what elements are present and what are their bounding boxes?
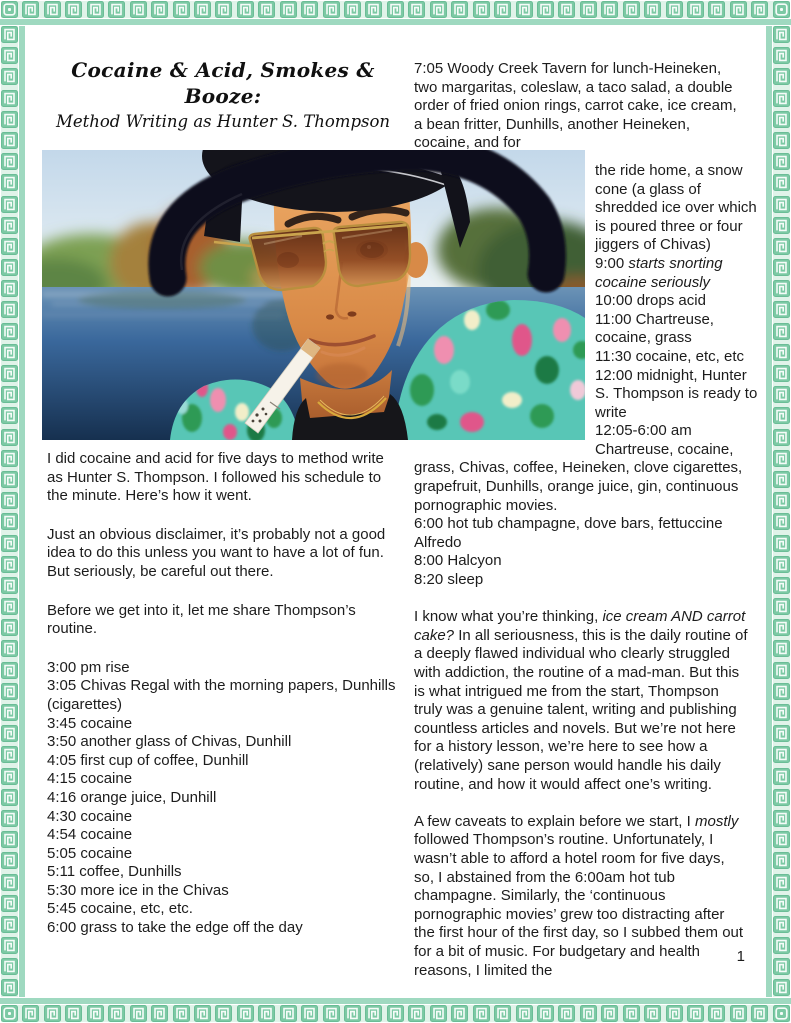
greek-key-tile bbox=[237, 1, 254, 18]
greek-key-tile bbox=[1, 916, 18, 933]
greek-key-tile bbox=[773, 556, 790, 573]
wrapped-text-line bbox=[595, 181, 748, 200]
italic-text-run: mostly bbox=[694, 812, 739, 830]
left-column bbox=[47, 450, 403, 938]
greek-key-tile bbox=[773, 768, 790, 785]
greek-key-tile bbox=[773, 640, 790, 657]
border-tile-row bbox=[1, 26, 18, 997]
greek-key-tile bbox=[623, 1005, 640, 1022]
greek-key-tile bbox=[280, 1005, 297, 1022]
schedule-item: 5:30 more ice in the Chivas bbox=[47, 881, 229, 899]
greek-key-tile bbox=[408, 1005, 425, 1022]
wrapped-text-line bbox=[595, 162, 748, 181]
greek-key-tile bbox=[751, 1, 768, 18]
greek-key-tile bbox=[473, 1005, 490, 1022]
greek-key-tile bbox=[258, 1, 275, 18]
greek-key-tile bbox=[1, 492, 18, 509]
page-border-top bbox=[0, 0, 791, 26]
greek-key-tile bbox=[666, 1, 683, 18]
greek-key-tile bbox=[687, 1005, 704, 1022]
greek-key-tile bbox=[1, 535, 18, 552]
greek-key-tile bbox=[773, 174, 790, 191]
border-inner-strip bbox=[766, 26, 772, 997]
greek-key-tile bbox=[773, 958, 790, 975]
greek-key-tile bbox=[194, 1, 211, 18]
flow-paragraph bbox=[414, 459, 748, 515]
greek-key-tile bbox=[1, 937, 18, 954]
right-flow-text bbox=[414, 459, 748, 980]
schedule-item: 4:30 cocaine bbox=[47, 807, 133, 825]
greek-key-tile bbox=[1, 768, 18, 785]
greek-key-tile bbox=[108, 1005, 125, 1022]
border-tile-row bbox=[1, 1, 790, 18]
article-title-line-1: Cocaine & Acid, Smokes & bbox=[71, 58, 375, 82]
left-paragraph-3: Before we get into it, let me share Thompson’s routine. bbox=[47, 601, 356, 638]
wrapped-text-line bbox=[595, 385, 758, 404]
schedule-item: 5:45 cocaine, etc, etc. bbox=[47, 900, 193, 918]
greek-key-tile bbox=[773, 895, 790, 912]
text-run: 12:05-6:00 am bbox=[595, 422, 692, 440]
text-run: followed Thompson’s routine. Unfortunately, I wasn’t able to afford a hotel room for five days, so, I abstained from the 6:00am hot tub champagne. Similarly, the ‘continuous pornographic movies’ grew too distracting after the first hour of the first day, so I subbed them out for a bit of music. For budgetary and health reasons, I limited the bbox=[414, 831, 744, 979]
text-run: 10:00 drops acid bbox=[595, 292, 706, 310]
greek-key-corner-tile bbox=[1, 1005, 18, 1022]
greek-key-tile bbox=[773, 450, 790, 467]
greek-key-tile bbox=[1, 217, 18, 234]
schedule-item: 3:45 cocaine bbox=[47, 714, 133, 732]
blank-line bbox=[414, 794, 748, 813]
text-run: write bbox=[595, 403, 627, 421]
greek-key-tile bbox=[365, 1005, 382, 1022]
text-run: 11:00 Chartreuse, bbox=[595, 310, 714, 328]
greek-key-tile bbox=[773, 598, 790, 615]
text-run: S. Thompson is ready to bbox=[595, 385, 758, 403]
greek-key-tile bbox=[65, 1005, 82, 1022]
greek-key-tile bbox=[215, 1, 232, 18]
greek-key-tile bbox=[773, 90, 790, 107]
greek-key-tile bbox=[666, 1005, 683, 1022]
schedule-item: 5:11 coffee, Dunhills bbox=[47, 863, 182, 881]
greek-key-tile bbox=[1, 662, 18, 679]
greek-key-tile bbox=[1, 429, 18, 446]
greek-key-tile bbox=[173, 1005, 190, 1022]
page-border-left bbox=[0, 26, 26, 997]
thompson-schedule-list bbox=[47, 659, 403, 938]
article-subtitle: Method Writing as Hunter S. Thompson bbox=[55, 112, 391, 131]
text-run: 12:00 midnight, Hunter bbox=[595, 366, 747, 384]
schedule-item: 5:05 cocaine bbox=[47, 844, 133, 862]
greek-key-tile bbox=[344, 1005, 361, 1022]
greek-key-tile bbox=[1, 68, 18, 85]
greek-key-tile bbox=[1, 111, 18, 128]
right-intro-paragraph: 7:05 Woody Creek Tavern for lunch-Heineken, two margaritas, coleslaw, a taco salad, a double order of fried onion rings, carrot cake, ice cream, a bean fritter, Dunhills, another Heineken, cocaine, and for bbox=[414, 60, 737, 152]
greek-key-tile bbox=[1, 196, 18, 213]
greek-key-tile bbox=[22, 1005, 39, 1022]
greek-key-tile bbox=[151, 1, 168, 18]
article-title-line-2: Booze: bbox=[184, 84, 262, 108]
greek-key-tile bbox=[1, 344, 18, 361]
text-run: Chartreuse, cocaine, bbox=[595, 440, 734, 458]
greek-key-tile bbox=[151, 1005, 168, 1022]
text-run: 6:00 hot tub champagne, dove bars, fettuccine Alfredo bbox=[414, 515, 723, 551]
greek-key-tile bbox=[773, 217, 790, 234]
wrapped-text-line bbox=[595, 348, 748, 367]
greek-key-tile bbox=[773, 238, 790, 255]
greek-key-tile bbox=[1, 619, 18, 636]
greek-key-tile bbox=[1, 26, 18, 43]
flow-paragraph bbox=[414, 571, 748, 590]
greek-key-tile bbox=[1, 450, 18, 467]
greek-key-tile bbox=[473, 1, 490, 18]
border-tile-row bbox=[1, 1005, 790, 1022]
greek-key-tile bbox=[194, 1005, 211, 1022]
greek-key-tile bbox=[301, 1, 318, 18]
greek-key-tile bbox=[1, 259, 18, 276]
greek-key-tile bbox=[1, 704, 18, 721]
greek-key-tile bbox=[1, 746, 18, 763]
left-paragraph-1: I did cocaine and acid for five days to method write as Hunter S. Thompson. I followed his schedule to the minute. Here’s how it went. bbox=[47, 450, 384, 505]
greek-key-tile bbox=[773, 301, 790, 318]
greek-key-tile bbox=[1, 301, 18, 318]
photo-wrapped-lines bbox=[414, 161, 758, 460]
greek-key-tile bbox=[430, 1005, 447, 1022]
greek-key-tile bbox=[773, 619, 790, 636]
greek-key-corner-tile bbox=[773, 1, 790, 18]
greek-key-tile bbox=[1, 280, 18, 297]
greek-key-tile bbox=[173, 1, 190, 18]
greek-key-tile bbox=[687, 1, 704, 18]
text-run: the ride home, a snow bbox=[595, 161, 743, 179]
text-run: jiggers of Chivas) bbox=[595, 236, 711, 254]
greek-key-tile bbox=[451, 1, 468, 18]
wrapped-text-line bbox=[595, 422, 748, 441]
schedule-item: 4:05 first cup of coffee, Dunhill bbox=[47, 751, 249, 769]
wrapped-text-line bbox=[595, 199, 757, 218]
greek-key-tile bbox=[773, 26, 790, 43]
greek-key-tile bbox=[1, 386, 18, 403]
page-border-bottom bbox=[0, 997, 791, 1023]
greek-key-tile bbox=[773, 725, 790, 742]
greek-key-tile bbox=[773, 852, 790, 869]
right-lens bbox=[334, 222, 410, 286]
greek-key-tile bbox=[516, 1, 533, 18]
greek-key-tile bbox=[408, 1, 425, 18]
nostril-left bbox=[326, 314, 334, 319]
greek-key-tile bbox=[1, 640, 18, 657]
greek-key-tile bbox=[773, 471, 790, 488]
greek-key-tile bbox=[537, 1005, 554, 1022]
greek-key-tile bbox=[1, 90, 18, 107]
greek-key-tile bbox=[1, 238, 18, 255]
greek-key-tile bbox=[773, 280, 790, 297]
greek-key-tile bbox=[1, 852, 18, 869]
greek-key-tile bbox=[537, 1, 554, 18]
schedule-item: 3:50 another glass of Chivas, Dunhill bbox=[47, 733, 292, 751]
greek-key-tile bbox=[1, 725, 18, 742]
greek-key-tile bbox=[558, 1005, 575, 1022]
left-paragraph-2: Just an obvious disclaimer, it’s probably not a good idea to do this unless you want to have a lot of fun. But seriously, be careful out there. bbox=[47, 525, 386, 580]
greek-key-tile bbox=[258, 1005, 275, 1022]
text-run: shredded ice over which bbox=[595, 199, 757, 217]
text-run: 8:00 Halcyon bbox=[414, 552, 502, 570]
greek-key-tile bbox=[773, 492, 790, 509]
greek-key-tile bbox=[130, 1, 147, 18]
greek-key-tile bbox=[1, 323, 18, 340]
greek-key-tile bbox=[773, 513, 790, 530]
text-run: I know what you’re thinking, bbox=[414, 608, 603, 626]
greek-key-tile bbox=[387, 1005, 404, 1022]
greek-key-tile bbox=[773, 68, 790, 85]
greek-key-tile bbox=[773, 683, 790, 700]
greek-key-tile bbox=[773, 344, 790, 361]
greek-key-tile bbox=[1, 513, 18, 530]
greek-key-tile bbox=[323, 1005, 340, 1022]
right-column bbox=[414, 60, 758, 980]
greek-key-tile bbox=[773, 937, 790, 954]
greek-key-tile bbox=[601, 1005, 618, 1022]
wrapped-text-line bbox=[595, 329, 748, 348]
greek-key-tile bbox=[494, 1, 511, 18]
greek-key-tile bbox=[580, 1, 597, 18]
greek-key-tile bbox=[1, 831, 18, 848]
text-run: A few caveats to explain before we start, I bbox=[414, 812, 695, 830]
greek-key-tile bbox=[1, 47, 18, 64]
flow-paragraph bbox=[414, 813, 748, 980]
greek-key-tile bbox=[773, 153, 790, 170]
greek-key-tile bbox=[22, 1, 39, 18]
schedule-item: 4:16 orange juice, Dunhill bbox=[47, 788, 217, 806]
greek-key-tile bbox=[1, 789, 18, 806]
greek-key-tile bbox=[773, 979, 790, 996]
greek-key-tile bbox=[773, 662, 790, 679]
greek-key-tile bbox=[773, 365, 790, 382]
greek-key-tile bbox=[1, 556, 18, 573]
greek-key-corner-tile bbox=[773, 1005, 790, 1022]
greek-key-tile bbox=[1, 810, 18, 827]
text-run: is poured three or four bbox=[595, 217, 743, 235]
wrapped-text-line bbox=[595, 236, 748, 255]
border-inner-strip bbox=[0, 998, 791, 1004]
schedule-item: 4:54 cocaine bbox=[47, 826, 133, 844]
greek-key-tile bbox=[430, 1, 447, 18]
greek-key-tile bbox=[516, 1005, 533, 1022]
wrapped-text-line bbox=[595, 218, 748, 237]
greek-key-tile bbox=[773, 132, 790, 149]
greek-key-tile bbox=[773, 535, 790, 552]
page-border-right bbox=[765, 26, 791, 997]
greek-key-tile bbox=[1, 874, 18, 891]
wrapped-text-line bbox=[595, 441, 748, 460]
greek-key-tile bbox=[387, 1, 404, 18]
italic-text-run: cocaine seriously bbox=[595, 273, 711, 291]
greek-key-tile bbox=[1, 174, 18, 191]
border-tile-row bbox=[773, 26, 790, 997]
flow-paragraph bbox=[414, 552, 748, 571]
greek-key-tile bbox=[708, 1, 725, 18]
greek-key-tile bbox=[773, 874, 790, 891]
greek-key-tile bbox=[773, 323, 790, 340]
greek-key-tile bbox=[773, 810, 790, 827]
greek-key-tile bbox=[558, 1, 575, 18]
border-inner-strip bbox=[19, 26, 25, 997]
flow-paragraph bbox=[414, 515, 748, 552]
italic-text-run: ice cream AND carrot cake? bbox=[414, 608, 746, 644]
text-run: cone (a glass of bbox=[595, 180, 701, 198]
greek-key-tile bbox=[773, 429, 790, 446]
italic-text-run: starts snorting bbox=[628, 254, 723, 272]
greek-key-tile bbox=[773, 704, 790, 721]
wrapped-text-line bbox=[595, 255, 748, 274]
greek-key-tile bbox=[65, 1, 82, 18]
greek-key-tile bbox=[730, 1005, 747, 1022]
schedule-item: 3:00 pm rise bbox=[47, 658, 130, 676]
schedule-item: 6:00 grass to take the edge off the day bbox=[47, 919, 303, 937]
greek-key-tile bbox=[237, 1005, 254, 1022]
text-run: In all seriousness, this is the daily routine of a deeply flawed individual who clearly struggled with addiction, the routine of a mad-man. But this is what intrigued me from the start, Thompson truly was a genuine talent, writing and publishing countless articles and novels. But we’re not here for a history lesson, we’re here to see how a (relatively) sane person would handle his daily routine, and how it would affect one’s writing. bbox=[414, 626, 748, 793]
greek-key-tile bbox=[344, 1, 361, 18]
blank-line bbox=[414, 590, 748, 609]
greek-key-tile bbox=[301, 1005, 318, 1022]
flow-paragraph bbox=[414, 608, 748, 794]
article-title-block bbox=[40, 57, 406, 132]
greek-key-tile bbox=[1, 577, 18, 594]
greek-key-tile bbox=[1, 132, 18, 149]
greek-key-tile bbox=[644, 1005, 661, 1022]
schedule-item: 4:15 cocaine bbox=[47, 770, 133, 788]
greek-key-tile bbox=[1, 895, 18, 912]
greek-key-tile bbox=[773, 47, 790, 64]
wrapped-text-line bbox=[595, 274, 748, 293]
greek-key-tile bbox=[44, 1005, 61, 1022]
greek-key-tile bbox=[773, 196, 790, 213]
greek-key-tile bbox=[1, 407, 18, 424]
greek-key-tile bbox=[108, 1, 125, 18]
greek-key-tile bbox=[773, 111, 790, 128]
border-inner-strip bbox=[0, 19, 791, 25]
greek-key-tile bbox=[44, 1, 61, 18]
greek-key-tile bbox=[494, 1005, 511, 1022]
greek-key-tile bbox=[730, 1, 747, 18]
text-run: grass, Chivas, coffee, Heineken, clove cigarettes, grapefruit, Dunhills, orange juice, gin, continuous pornographic movies. bbox=[414, 459, 743, 514]
greek-key-corner-tile bbox=[1, 1, 18, 18]
wrapped-text-line bbox=[595, 404, 748, 423]
greek-key-tile bbox=[323, 1, 340, 18]
greek-key-tile bbox=[1, 979, 18, 996]
greek-key-tile bbox=[215, 1005, 232, 1022]
wrapped-text-line bbox=[595, 292, 748, 311]
greek-key-tile bbox=[580, 1005, 597, 1022]
wrapped-text-line bbox=[595, 311, 748, 330]
text-run: 8:20 sleep bbox=[414, 571, 484, 589]
greek-key-tile bbox=[1, 365, 18, 382]
greek-key-tile bbox=[773, 831, 790, 848]
text-run: 11:30 cocaine, etc, etc bbox=[595, 347, 744, 365]
greek-key-tile bbox=[451, 1005, 468, 1022]
greek-key-tile bbox=[1, 958, 18, 975]
page-number: 1 bbox=[736, 948, 745, 965]
nostril-right bbox=[348, 311, 357, 316]
text-run: 9:00 bbox=[595, 254, 629, 272]
greek-key-tile bbox=[1, 598, 18, 615]
greek-key-tile bbox=[773, 916, 790, 933]
greek-key-tile bbox=[773, 577, 790, 594]
greek-key-tile bbox=[644, 1, 661, 18]
chin-stubble-shadow bbox=[316, 363, 368, 387]
text-run: cocaine, grass bbox=[595, 329, 692, 347]
greek-key-tile bbox=[708, 1005, 725, 1022]
greek-key-tile bbox=[87, 1005, 104, 1022]
greek-key-tile bbox=[623, 1, 640, 18]
greek-key-tile bbox=[773, 386, 790, 403]
greek-key-tile bbox=[87, 1, 104, 18]
greek-key-tile bbox=[751, 1005, 768, 1022]
greek-key-tile bbox=[773, 259, 790, 276]
schedule-item: 3:05 Chivas Regal with the morning papers, Dunhills (cigarettes) bbox=[47, 677, 396, 713]
greek-key-tile bbox=[1, 471, 18, 488]
wrapped-text-line bbox=[595, 367, 748, 386]
greek-key-tile bbox=[773, 746, 790, 763]
greek-key-tile bbox=[130, 1005, 147, 1022]
greek-key-tile bbox=[365, 1, 382, 18]
greek-key-tile bbox=[280, 1, 297, 18]
greek-key-tile bbox=[1, 153, 18, 170]
greek-key-tile bbox=[1, 683, 18, 700]
greek-key-tile bbox=[773, 789, 790, 806]
greek-key-tile bbox=[601, 1, 618, 18]
greek-key-tile bbox=[773, 407, 790, 424]
